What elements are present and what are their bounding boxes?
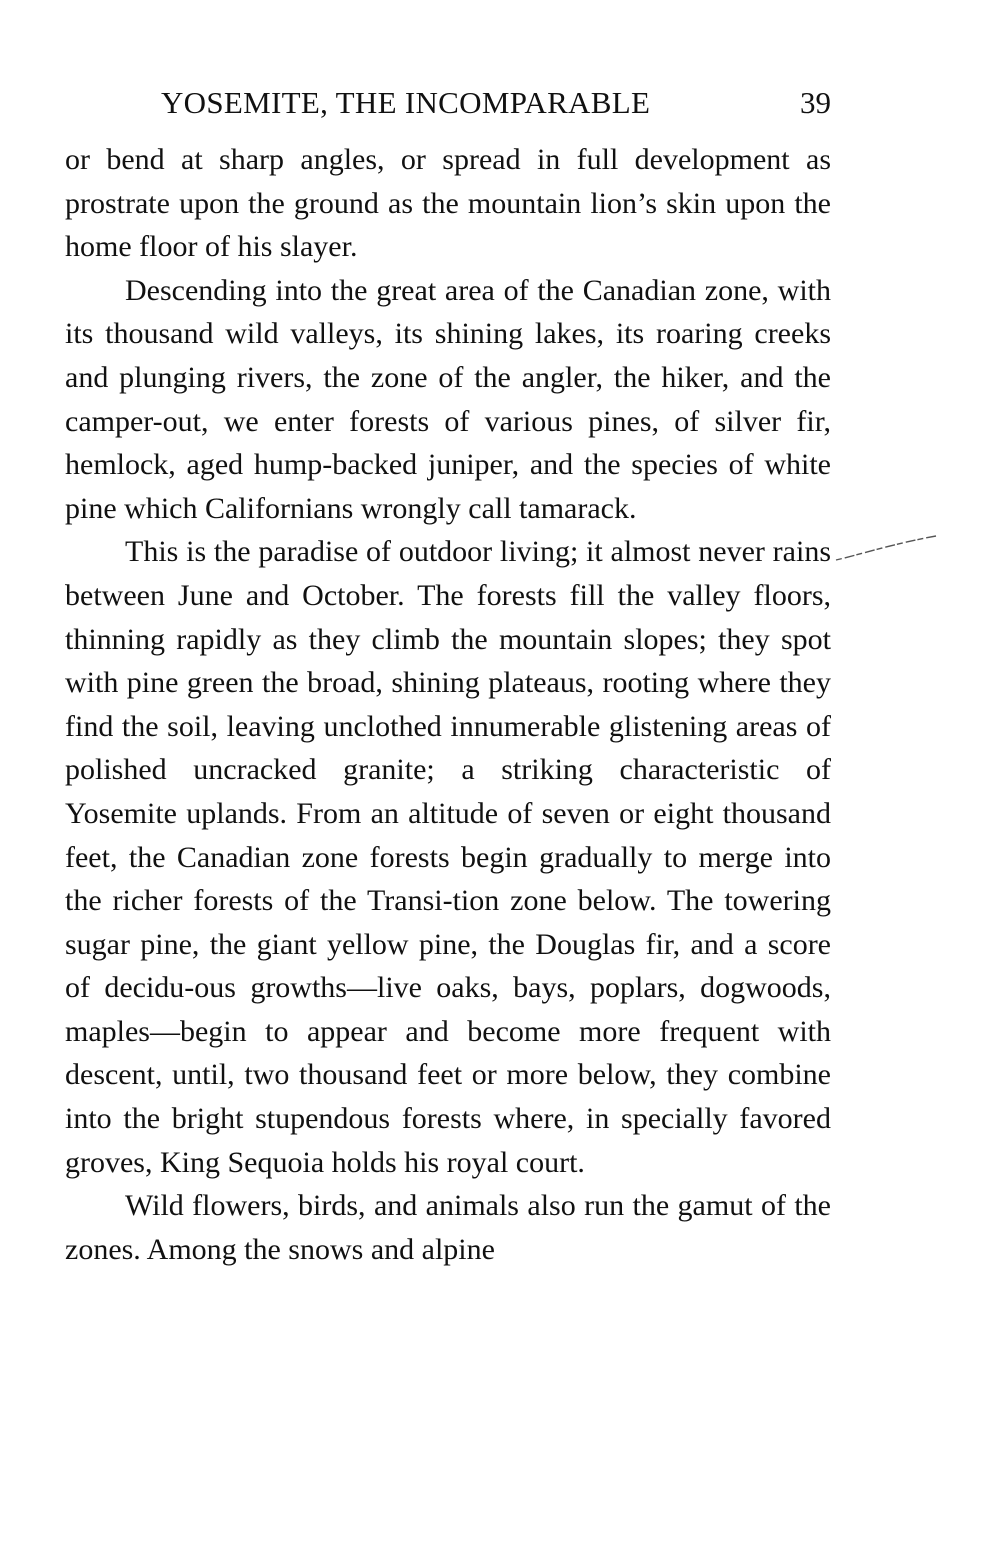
page-number: 39 <box>800 85 831 120</box>
running-title: YOSEMITE, THE INCOMPARABLE <box>161 85 651 120</box>
paragraph-outdoor-living: This is the paradise of outdoor living; it almost never rains between June and October. The forests fill the valley floors, thinning rapidly as they climb the mountain slopes; they spot with pine green the broad, shining plateaus, rooting where they find the soil, leaving unclothed innumerable glistening areas of polished uncracked granite; a striking characteristic of Yosemite uplands. From an altitude of seven or eight thousand feet, the Canadian zone forests begin gradually to merge into the richer forests of the Transi-tion zone below. The towering sugar pine, the giant yellow pine, the Douglas fir, and a score of decidu-ous growths—live oaks, bays, poplars, dogwoods, maples—begin to appear and become more frequent with descent, until, two thousand feet or more below, they combine into the bright stupendous forests where, in specially favored groves, King Sequoia holds his royal court. <box>65 535 831 1179</box>
paragraph-wild-flowers: Wild flowers, birds, and animals also run the gamut of the zones. Among the snows and alpine <box>65 1189 831 1266</box>
pencil-margin-mark <box>832 530 942 570</box>
paragraph-continued: or bend at sharp angles, or spread in full development as prostrate upon the ground as the mountain lion’s skin upon the home floor of his slayer. <box>65 143 831 264</box>
running-head <box>65 78 831 128</box>
body-text <box>65 138 831 1271</box>
paragraph-canadian-zone: Descending into the great area of the Canadian zone, with its thousand wild valleys, its shining lakes, its roaring creeks and plunging rivers, the zone of the angler, the hiker, and the camper-out, we enter forests of various pines, of silver fir, hemlock, aged hump-backed juniper, and the species of white pine which Californians wrongly call tamarack. <box>65 273 831 525</box>
